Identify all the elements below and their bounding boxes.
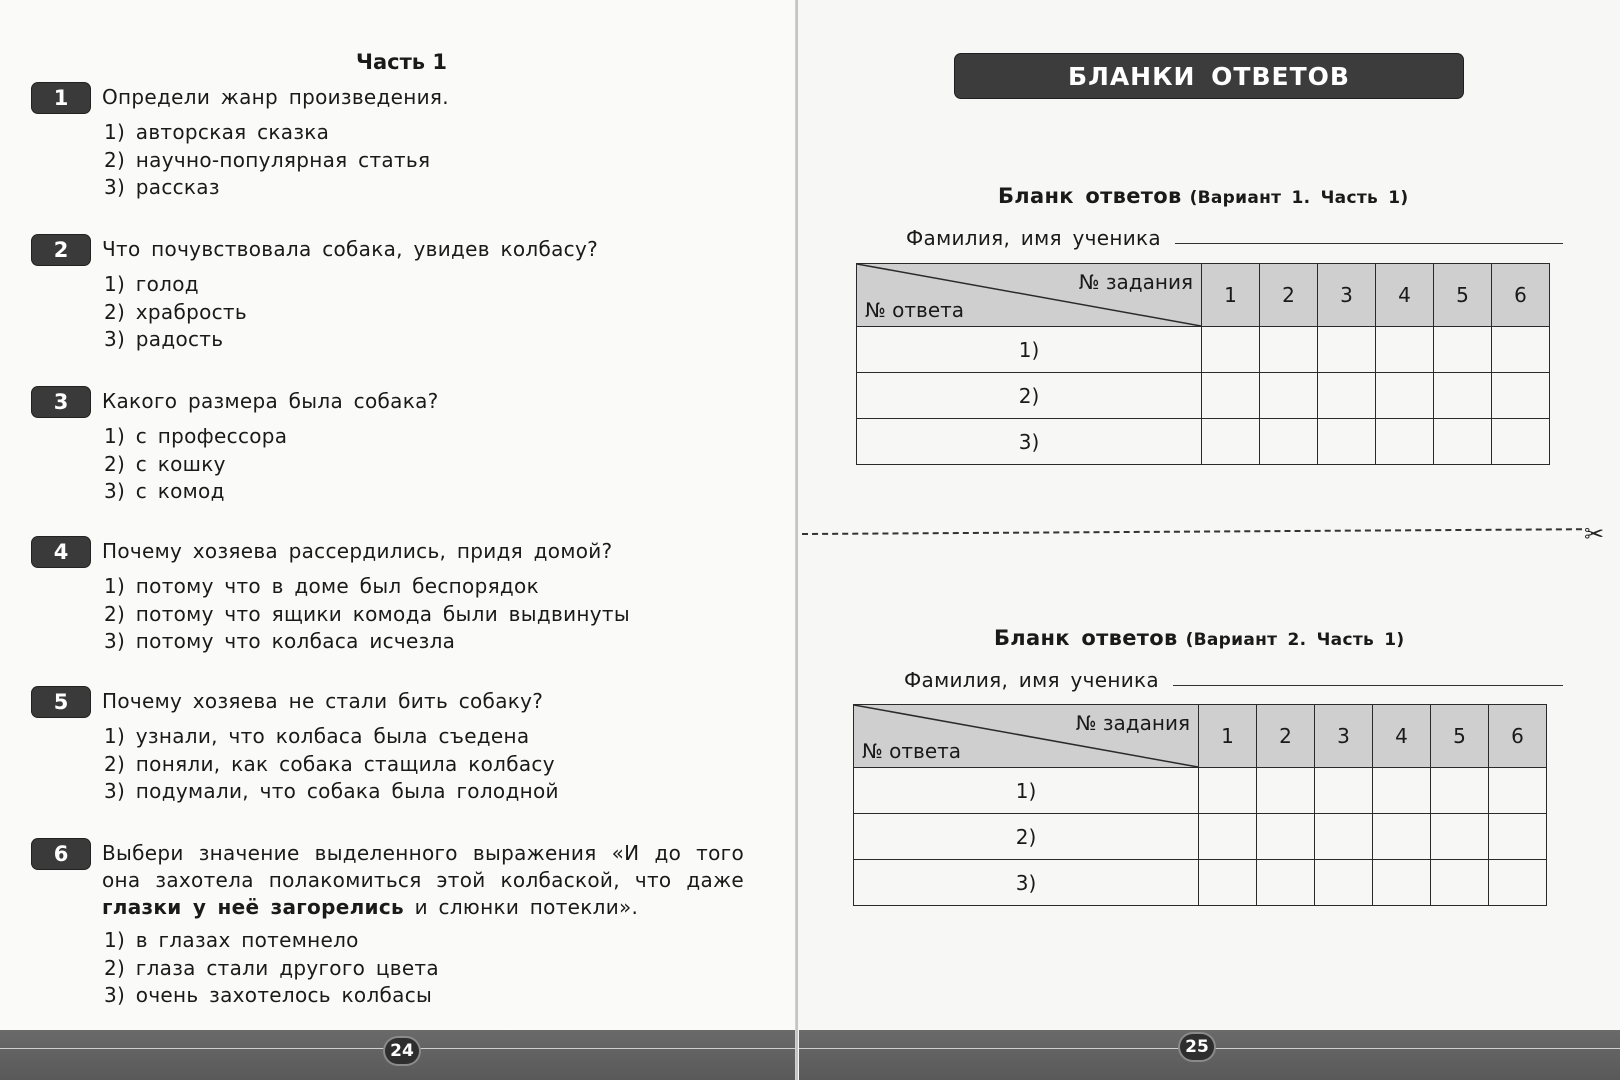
answer-cell[interactable] — [1492, 419, 1550, 465]
answer-number-label: № ответа — [862, 739, 962, 763]
part-title: Часть 1 — [356, 50, 447, 74]
answer-cell[interactable] — [1199, 768, 1257, 814]
form-title-variant-2 — [994, 626, 1404, 650]
task-column-header: 6 — [1492, 264, 1550, 327]
question-3 — [32, 388, 744, 506]
answer-option: 3) потому что колбаса исчезла — [104, 629, 456, 653]
form-title-variant-1 — [998, 184, 1408, 208]
task-column-header: 1 — [1202, 264, 1260, 327]
page-number-right: 25 — [1180, 1034, 1214, 1060]
answer-cell[interactable] — [1318, 419, 1376, 465]
answer-option: 2) поняли, как собака стащила колбасу — [104, 751, 555, 776]
answer-option: 3) подумали, что собака была голодной — [104, 779, 559, 803]
answer-cell[interactable] — [1373, 814, 1431, 860]
question-text: Почему хозяева не стали бить собаку? — [102, 689, 544, 713]
answer-cell[interactable] — [1202, 373, 1260, 419]
answer-option: 1) узнали, что колбаса была съедена — [104, 724, 530, 748]
answer-cell[interactable] — [1315, 860, 1373, 906]
table-row — [854, 860, 1547, 906]
answer-option: 1) с профессора — [104, 424, 288, 448]
answer-option: 2) научно-популярная статья — [104, 147, 431, 172]
answer-cell[interactable] — [1376, 327, 1434, 373]
task-column-header: 1 — [1199, 705, 1257, 768]
answer-cell[interactable] — [1489, 814, 1547, 860]
answer-cell[interactable] — [1260, 373, 1318, 419]
answer-list — [104, 723, 744, 806]
answer-cell[interactable] — [1257, 860, 1315, 906]
answer-option: 3) с комод — [104, 479, 225, 503]
question-number-badge: 6 — [32, 839, 90, 869]
student-name-field-1[interactable] — [906, 226, 1563, 250]
question-number-badge: 3 — [32, 387, 90, 417]
answer-cell[interactable] — [1492, 373, 1550, 419]
answer-option: 1) потому что в доме был беспорядок — [104, 574, 539, 598]
table-row — [854, 768, 1547, 814]
answer-option: 2) глаза стали другого цвета — [104, 955, 439, 980]
form-title-text: Бланк ответов — [994, 626, 1178, 650]
answer-option: 2) с кошку — [104, 451, 226, 476]
table-row — [854, 814, 1547, 860]
table-row — [857, 373, 1550, 419]
answer-option: 3) очень захотелось колбасы — [104, 983, 433, 1007]
answer-row-label: 2) — [854, 814, 1199, 860]
answer-list — [104, 423, 744, 506]
answer-option: 2) храбрость — [104, 299, 247, 324]
answer-cell[interactable] — [1373, 860, 1431, 906]
answer-list — [104, 573, 744, 656]
task-number-label: № задания — [1075, 711, 1190, 735]
answer-cell[interactable] — [1199, 860, 1257, 906]
answer-cell[interactable] — [1315, 768, 1373, 814]
answer-cell[interactable] — [1318, 373, 1376, 419]
answer-option: 3) рассказ — [104, 175, 220, 199]
task-column-header: 4 — [1373, 705, 1431, 768]
answer-cell[interactable] — [1489, 768, 1547, 814]
student-name-underline[interactable] — [1175, 241, 1563, 244]
answer-cell[interactable] — [1376, 419, 1434, 465]
task-column-header: 2 — [1257, 705, 1315, 768]
answer-cell[interactable] — [1434, 373, 1492, 419]
answer-cell[interactable] — [1489, 860, 1547, 906]
answer-row-label: 3) — [854, 860, 1199, 906]
answer-sheets-header: БЛАНКИ ОТВЕТОВ — [955, 54, 1463, 98]
page-number-left: 24 — [385, 1038, 419, 1064]
question-text: Что почувствовала собака, увидев колбасу? — [102, 237, 599, 261]
answer-list — [104, 271, 744, 354]
answer-option: 3) радость — [104, 327, 224, 351]
question-2 — [32, 236, 744, 354]
answer-cell[interactable] — [1431, 860, 1489, 906]
answer-cell[interactable] — [1257, 814, 1315, 860]
student-name-underline[interactable] — [1173, 683, 1563, 686]
answer-cell[interactable] — [1373, 768, 1431, 814]
answer-row-label: 1) — [857, 327, 1202, 373]
task-column-header: 2 — [1260, 264, 1318, 327]
answer-cell[interactable] — [1315, 814, 1373, 860]
answer-option: 1) авторская сказка — [104, 120, 330, 144]
answer-cell[interactable] — [1257, 768, 1315, 814]
answer-cell[interactable] — [1260, 327, 1318, 373]
table-corner-header — [857, 264, 1202, 327]
student-name-label: Фамилия, имя ученика — [904, 668, 1159, 692]
question-1 — [32, 84, 744, 202]
question-text: Определи жанр произведения. — [102, 85, 449, 109]
question-text: Почему хозяева рассердились, придя домой? — [102, 539, 613, 563]
question-number-badge: 1 — [32, 83, 90, 113]
form-subtitle: (Вариант 2. Часть 1) — [1185, 630, 1405, 650]
scissors-icon: ✂ — [1584, 520, 1605, 548]
question-text: Какого размера была собака? — [102, 389, 439, 413]
answer-cell[interactable] — [1376, 373, 1434, 419]
answer-option: 1) голод — [104, 272, 199, 296]
question-6 — [32, 840, 744, 1010]
task-column-header: 5 — [1431, 705, 1489, 768]
table-row — [857, 419, 1550, 465]
answer-list — [104, 927, 744, 1010]
right-page — [798, 0, 1620, 1080]
task-column-header: 5 — [1434, 264, 1492, 327]
table-row — [857, 327, 1550, 373]
answer-row-label: 1) — [854, 768, 1199, 814]
answer-table-variant-2 — [853, 704, 1547, 906]
question-text-before: Выбери значение выделенного выражения «И до того она захотела полакомиться этой колбаской, что даже — [102, 841, 744, 892]
answer-cell[interactable] — [1318, 327, 1376, 373]
left-page — [0, 0, 796, 1080]
answer-row-label: 3) — [857, 419, 1202, 465]
question-number-badge: 2 — [32, 235, 90, 265]
form-title-text: Бланк ответов — [998, 184, 1182, 208]
student-name-label: Фамилия, имя ученика — [906, 226, 1161, 250]
answer-number-label: № ответа — [865, 298, 965, 322]
task-column-header: 3 — [1315, 705, 1373, 768]
answer-cell[interactable] — [1492, 327, 1550, 373]
answer-cell[interactable] — [1202, 327, 1260, 373]
question-5 — [32, 688, 744, 806]
task-column-header: 3 — [1318, 264, 1376, 327]
answer-cell[interactable] — [1199, 814, 1257, 860]
form-subtitle: (Вариант 1. Часть 1) — [1189, 188, 1409, 208]
question-text — [102, 840, 744, 921]
task-column-header: 6 — [1489, 705, 1547, 768]
answer-cell[interactable] — [1260, 419, 1318, 465]
student-name-field-2[interactable] — [904, 668, 1563, 692]
answer-cell[interactable] — [1431, 768, 1489, 814]
question-number-badge: 4 — [32, 537, 90, 567]
task-column-header: 4 — [1376, 264, 1434, 327]
question-number-badge: 5 — [32, 687, 90, 717]
answer-cell[interactable] — [1202, 419, 1260, 465]
answer-row-label: 2) — [857, 373, 1202, 419]
answer-table-variant-1 — [856, 263, 1550, 465]
highlighted-expression: глазки у неё загорелись — [102, 895, 404, 919]
answer-list — [104, 119, 744, 202]
answer-cell[interactable] — [1431, 814, 1489, 860]
answer-option: 1) в глазах потемнело — [104, 928, 359, 952]
answer-cell[interactable] — [1434, 327, 1492, 373]
task-number-label: № задания — [1078, 270, 1193, 294]
question-4 — [32, 538, 744, 656]
answer-cell[interactable] — [1434, 419, 1492, 465]
question-text-after: и слюнки потекли». — [403, 895, 639, 919]
table-corner-header — [854, 705, 1199, 768]
answer-option: 2) потому что ящики комода были выдвинуты — [104, 601, 630, 626]
